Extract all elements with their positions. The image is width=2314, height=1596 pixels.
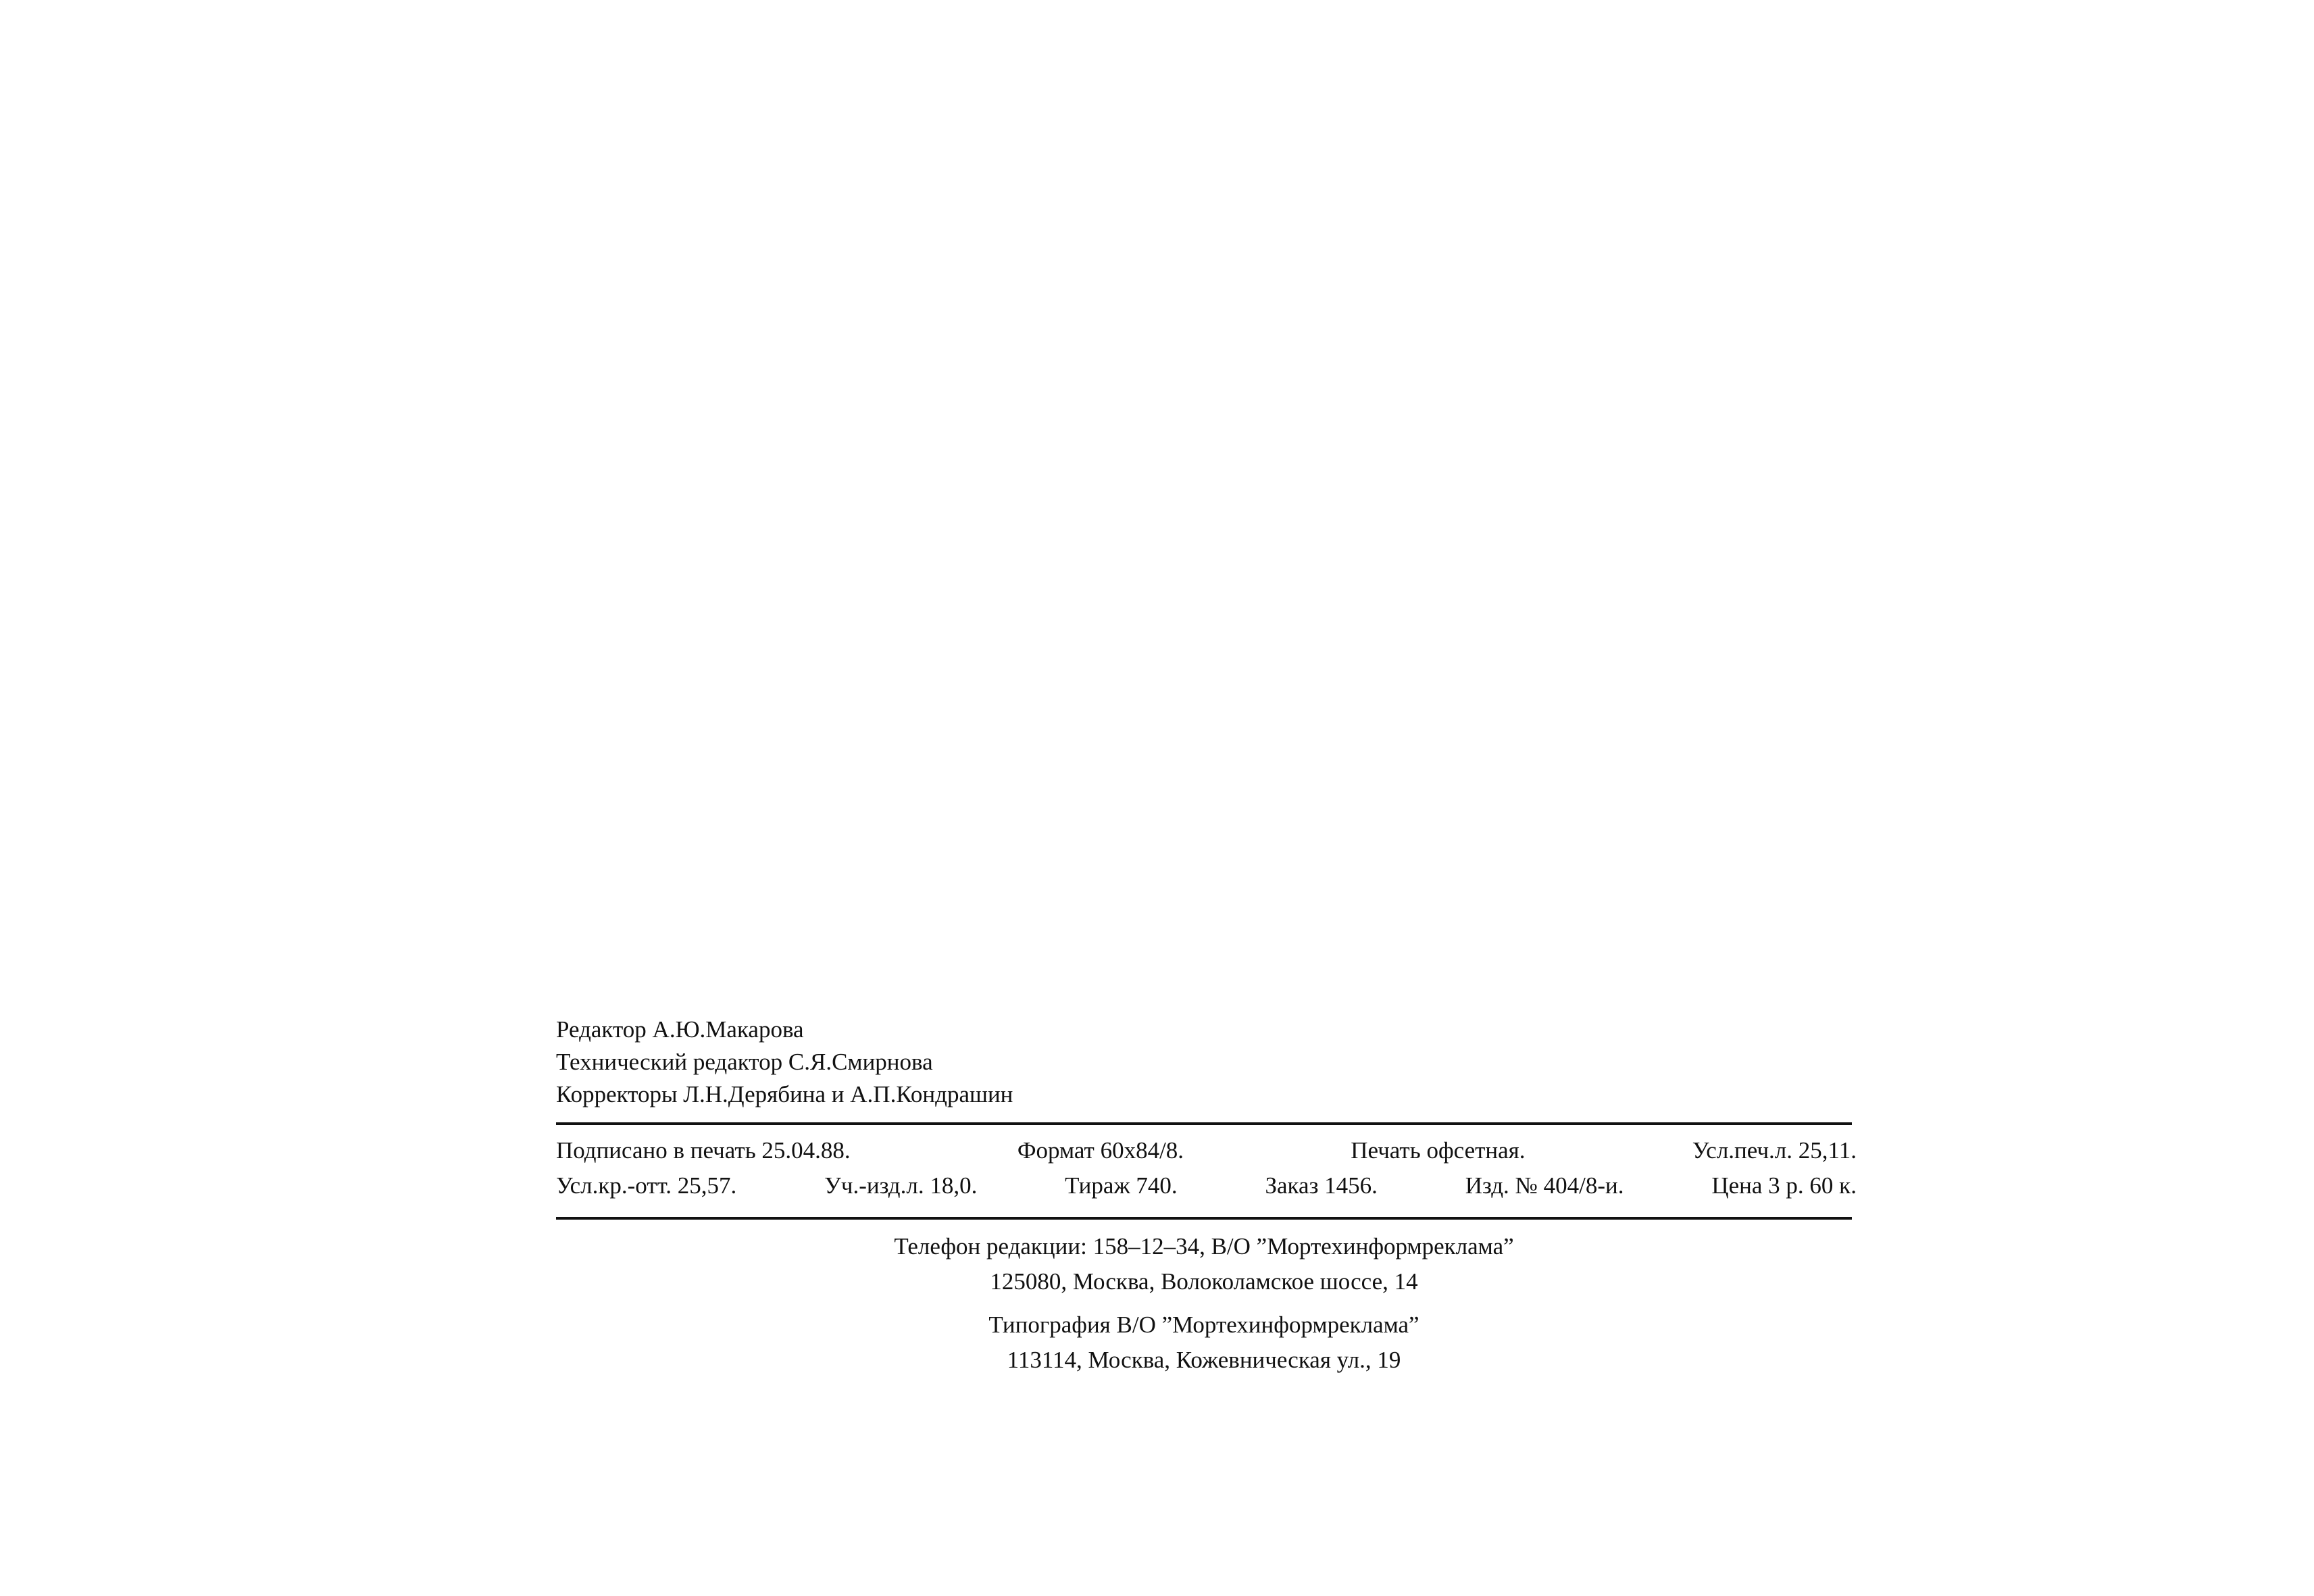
tech-editor-credit: Технический редактор С.Я.Смирнова — [556, 1049, 933, 1075]
edition-number: Изд. № 404/8-и. — [1465, 1172, 1624, 1199]
address-spacer — [556, 1299, 1852, 1307]
top-divider — [556, 1122, 1852, 1125]
color-impressions: Усл.кр.-отт. 25,57. — [556, 1172, 737, 1199]
publication-info-row-2 — [556, 1168, 1857, 1203]
credits — [556, 1014, 1857, 1111]
publication-info — [556, 1133, 1857, 1203]
print-run: Тираж 740. — [1065, 1172, 1178, 1199]
editor-credit: Редактор А.Ю.Макарова — [556, 1016, 804, 1043]
signed-to-print: Подписано в печать 25.04.88. — [556, 1137, 851, 1164]
publication-info-row-1 — [556, 1133, 1857, 1168]
imprint-block — [556, 1014, 1857, 1378]
printing-house-address: 113114, Москва, Кожевническая ул., 19 — [1007, 1347, 1401, 1373]
proofreaders-credit: Корректоры Л.Н.Дерябина и А.П.Кондрашин — [556, 1081, 1013, 1107]
printed-sheets: Усл.печ.л. 25,11. — [1692, 1137, 1857, 1164]
paper-format: Формат 60х84/8. — [1017, 1137, 1184, 1164]
editorial-phone-line: Телефон редакции: 158–12–34, В/О ”Мортехинформреклама” — [894, 1233, 1514, 1260]
editorial-address: 125080, Москва, Волоколамское шоссе, 14 — [990, 1268, 1418, 1295]
addresses — [556, 1229, 1852, 1378]
publisher-sheets: Уч.-изд.л. 18,0. — [824, 1172, 978, 1199]
price: Цена 3 р. 60 к. — [1711, 1172, 1857, 1199]
print-method: Печать офсетная. — [1351, 1137, 1526, 1164]
order-number: Заказ 1456. — [1265, 1172, 1378, 1199]
bottom-divider — [556, 1217, 1852, 1220]
printing-house-name: Типография В/О ”Мортехинформреклама” — [988, 1312, 1419, 1338]
